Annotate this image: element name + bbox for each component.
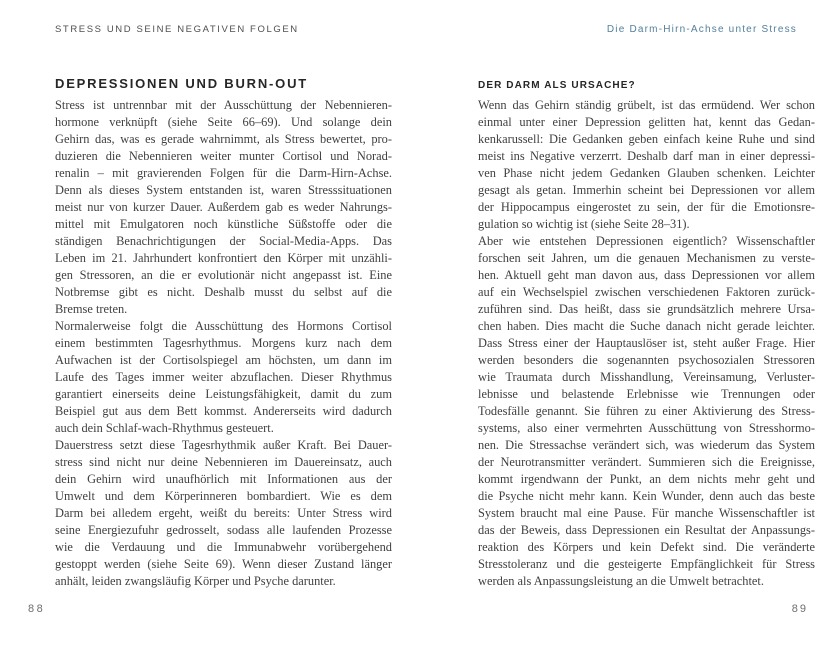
body-line: Denn als dieses System entstanden ist, waren Stresssituationen xyxy=(55,183,392,197)
body-line: werden als Anpassungsleistung an die Umwelt betrachtet. xyxy=(478,574,764,588)
body-line: einmal unter einer Depression gelitten hat, kennt das Gedan- xyxy=(478,115,815,129)
body-line: Notbremse gibt es nicht. Deshalb musst du selbst auf die xyxy=(55,285,392,299)
body-line: lebnisse und belastende Erlebnisse wie Trennungen oder xyxy=(478,387,815,401)
body-line: gesagt als getan. Immerhin scheint bei Depressionen vor allem xyxy=(478,183,815,197)
body-line: hen. Aktuell geht man davon aus, dass Depressionen vor allem xyxy=(478,268,815,282)
body-line: gen Stressoren, an die er evolutionär nicht angepasst ist. Eine xyxy=(55,268,392,282)
page-number-right: 89 xyxy=(791,603,808,615)
body-line: Stress ist untrennbar mit der Ausschüttung der Nebennieren- xyxy=(55,98,392,112)
body-line: mittel mit Emulgatoren noch künstliche Süßstoffe oder die xyxy=(55,217,392,231)
body-line: ständigen Benachrichtigungen der Social-Media-Apps. Das xyxy=(55,234,392,248)
body-line: hormone verknüpft (siehe Seite 66–69). Und solange dein xyxy=(55,115,392,129)
body-line: wie Traumata durch Misshandlung, Vereinsamung, Verluster- xyxy=(478,370,815,384)
right-body-text xyxy=(478,97,815,590)
body-line: Bremse treten. xyxy=(55,302,128,316)
body-line: Darm bei alledem ergeht, weißt du bereits: Unter Stress wird xyxy=(55,506,392,520)
body-line: meist nur von kurzer Dauer. Außerdem gab es weder Nahrungs- xyxy=(55,200,392,214)
body-line: Normalerweise folgt die Ausschüttung des Hormons Cortisol xyxy=(55,319,392,333)
body-line: stress sind nicht nur deine Nebennieren im Dauereinsatz, auch xyxy=(55,455,392,469)
body-line: auf ein Wechselspiel zwischen verschiedenen Faktoren zurück- xyxy=(478,285,815,299)
body-line: Umwelt und dem Körperinneren bombardiert. Wie es dem xyxy=(55,489,392,503)
body-line: werden besonders die sogenannten psychosozialen Stressoren xyxy=(478,353,815,367)
body-line: duzieren die Nebennieren weiter munter Cortisol und Norad- xyxy=(55,149,392,163)
body-line: Dass Stress einer der Hauptauslöser ist, steht außer Frage. Hier xyxy=(478,336,815,350)
body-line: Todesfälle genannt. Sie führen zu einer Aktivierung des Stress- xyxy=(478,404,815,418)
body-line: auch dein Schlaf-wach-Rhythmus gesteuert. xyxy=(55,421,274,435)
body-line: dein Gehirn wird unaufhörlich mit Informationen aus der xyxy=(55,472,392,486)
body-line: System braucht mal eine Pause. Für manche Wissenschaftler ist xyxy=(478,506,815,520)
page-number-left: 88 xyxy=(28,603,46,615)
body-line: systems, also einer vermehrten Ausschüttung von Stresshormo- xyxy=(478,421,815,435)
right-running-header: Die Darm-Hirn-Achse unter Stress xyxy=(606,24,797,35)
body-line: chen haben. Dies macht die Suche danach nicht gerade leichter. xyxy=(478,319,815,333)
body-line: Gehirn das, was es gerade wahrnimmt, als Stress bewertet, pro- xyxy=(55,132,392,146)
left-page xyxy=(55,0,392,648)
body-line: gulation so wichtig ist (siehe Seite 28–31). xyxy=(478,217,690,231)
body-line: Wenn das Gehirn ständig grübelt, ist das ermüdend. Wer schon xyxy=(478,98,815,112)
body-line: ven Phase nicht jedem Gedanken Glauben schenken. Leichter xyxy=(478,166,815,180)
body-line: wie die Verdauung und die Immunabwehr vorübergehend xyxy=(55,540,392,554)
body-line: das der Beweis, dass Depressionen ein Resultat der Anpassungs- xyxy=(478,523,815,537)
body-line: reaktion des Körpers und kein Defekt sind. Die veränderte xyxy=(478,540,815,554)
body-line: Aber wie entstehen Depressionen eigentlich? Wissenschaftler xyxy=(478,234,815,248)
body-line: anhält, leiden zwangsläufig Körper und Psyche darunter. xyxy=(55,574,336,588)
body-line: nen. Die Stressachse verändert sich, was wiederum das System xyxy=(478,438,815,452)
body-line: meist ins Negative verzerrt. Deshalb darf man in einer depressi- xyxy=(478,149,815,163)
left-body-text xyxy=(55,97,392,590)
body-line: der Hippocampus eingerostet zu sein, der für die Emotionsre- xyxy=(478,200,815,214)
body-line: garantiert einerseits deine Leistungsfähigkeit, damit du zum xyxy=(55,387,392,401)
body-line: Laufe des Tages immer weiter abzuflachen. Dieser Rhythmus xyxy=(55,370,392,384)
body-line: forschen seit Jahren, um die genauen Mechanismen zu verste- xyxy=(478,251,815,265)
right-page xyxy=(478,0,815,648)
body-line: kenkarussell: Die Gedanken geben einfach keine Ruhe und sind xyxy=(478,132,815,146)
body-line: Dauerstress setzt diese Tagesrhythmik außer Kraft. Bei Dauer- xyxy=(55,438,392,452)
body-line: Stresstoleranz und die gesteigerte Empfänglichkeit für Stress xyxy=(478,557,815,571)
body-line: zuführen sind. Das heißt, dass sie grundsätzlich mehrere Ursa- xyxy=(478,302,815,316)
body-line: Leben im 21. Jahrhundert konfrontiert den Körper mit unzähli- xyxy=(55,251,392,265)
body-line: kommt irgendwann der Punkt, an dem nichts mehr geht und xyxy=(478,472,815,486)
right-section-heading: DER DARM ALS URSACHE? xyxy=(478,80,636,91)
left-running-header: STRESS UND SEINE NEGATIVEN FOLGEN xyxy=(55,24,299,35)
body-line: renalin – mit gravierenden Folgen für die Darm-Hirn-Achse. xyxy=(55,166,392,180)
body-line: einem bestimmten Tagesrhythmus. Morgens kurz nach dem xyxy=(55,336,392,350)
body-line: Aufwachen ist der Cortisolspiegel am höchsten, um dann im xyxy=(55,353,392,367)
body-line: gestoppt werden (siehe Seite 69). Wenn dieser Zustand länger xyxy=(55,557,392,571)
body-line: seine Energiezufuhr gedrosselt, sodass alle laufenden Prozesse xyxy=(55,523,392,537)
left-section-heading: DEPRESSIONEN UND BURN-OUT xyxy=(55,76,309,91)
body-line: die Psyche nicht mehr kann. Kein Wunder, denn auch das beste xyxy=(478,489,815,503)
body-line: der Neurotransmitter verändert. Summieren sich die Ereignisse, xyxy=(478,455,815,469)
body-line: Beispiel gut aus dem Bett kommst. Andererseits wird dadurch xyxy=(55,404,392,418)
